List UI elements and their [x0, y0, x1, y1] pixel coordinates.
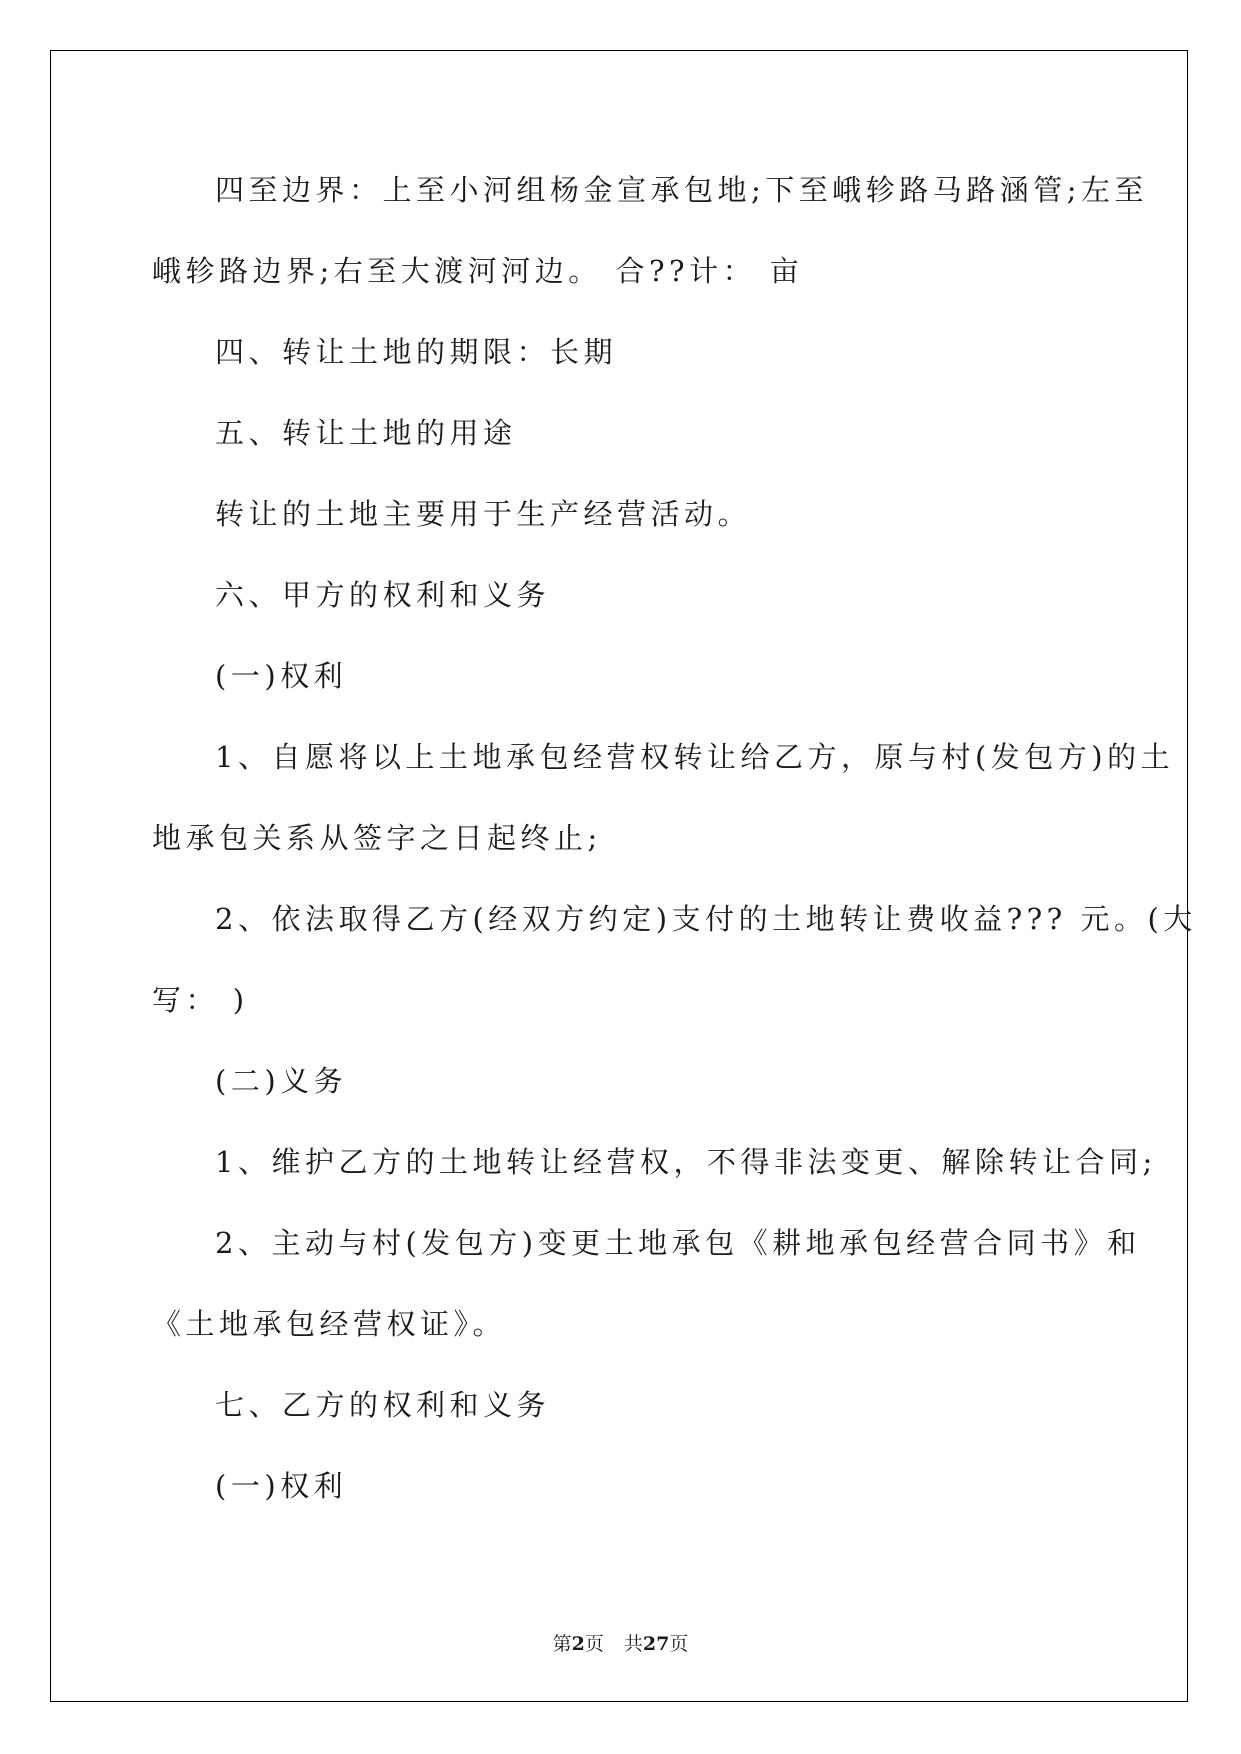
text-line: 四、转让土地的期限：长期 [215, 335, 618, 369]
text-line: 六、甲方的权利和义务 [215, 578, 551, 612]
text-line: 五、转让土地的用途 [215, 416, 517, 450]
text-line: 地承包关系从签字之日起终止; [152, 821, 602, 855]
text-line: (一)权利 [215, 1469, 348, 1503]
page-footer [0, 1632, 1241, 1656]
text-line: 转让的土地主要用于生产经营活动。 [215, 497, 752, 531]
page-suffix: 页 [584, 1633, 604, 1655]
text-line: 1、维护乙方的土地转让经营权，不得非法变更、解除转让合同; [215, 1145, 1157, 1179]
total-pages: 27 [642, 1633, 670, 1655]
page-prefix: 第 [552, 1633, 572, 1655]
text-line: 2、主动与村(发包方)变更土地承包《耕地承包经营合同书》和 [215, 1226, 1141, 1260]
text-line: 四至边界：上至小河组杨金宣承包地;下至峨轸路马路涵管;左至 [215, 173, 1149, 207]
total-suffix: 页 [669, 1633, 689, 1655]
text-line: (二)义务 [215, 1064, 348, 1098]
text-line: 2、依法取得乙方(经双方约定)支付的土地转让费收益??? 元。(大 [215, 902, 1197, 936]
page-number: 2 [571, 1633, 585, 1655]
text-line: 1、自愿将以上土地承包经营权转让给乙方，原与村(发包方)的土 [215, 740, 1175, 774]
text-line: (一)权利 [215, 659, 348, 693]
text-line: 峨轸路边界;右至大渡河河边。 合??计： 亩 [152, 254, 804, 288]
text-line: 七、乙方的权利和义务 [215, 1388, 551, 1422]
page-border [50, 50, 1188, 1702]
text-line: 写： ) [152, 983, 249, 1017]
total-prefix: 共 [623, 1633, 643, 1655]
text-line: 《土地承包经营权证》。 [152, 1307, 507, 1341]
